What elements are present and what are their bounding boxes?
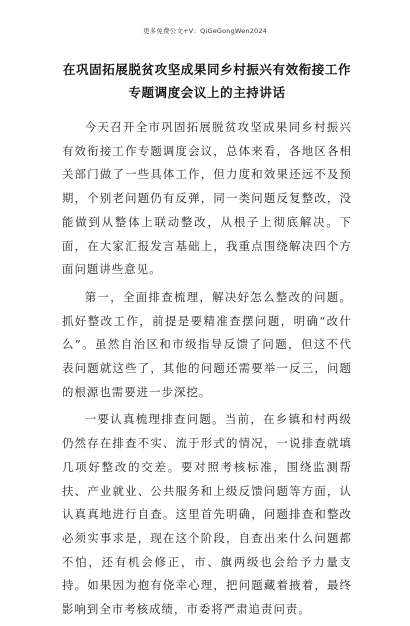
header-note: 更多免费公文+V：QiGeGongWen2024	[142, 27, 268, 35]
document-title: 在巩固拓展脱贫攻坚成果同乡村振兴有效衔接工作专题调度会议上的主持讲话	[62, 62, 352, 100]
paragraph-2: 第一，全面排查梳理，解决好怎么整改的问题。抓好整改工作，前提是要精准查摆问题，明确“改什么”。虽然自治区和市级指导反馈了问题，但这不代表问题就这些了，其他的问题还需要举一反三，问题的根源也需要进一步深挖。	[62, 289, 352, 399]
paragraph-1: 今天召开全市巩固拓展脱贫攻坚成果同乡村振兴有效衔接工作专题调度会议，总体来看，各地区各相关部门做了一些具体工作，但力度和效果还远不及预期，个别老问题仍有反弹，同一类问题反复整改，没能做到从整体上联动整改，从根子上彻底解决。下面，在大家汇报发言基础上，我重点围绕解决四个方面问题讲些意见。	[62, 120, 352, 277]
document-body	[62, 116, 352, 626]
paragraph-3: 一要认真梳理排查问题。当前，在乡镇和村两级仍然存在排查不实、流于形式的情况，一说排查就填几项好整改的交差。要对照考核标准，围绕监测帮扶、产业就业、公共服务和上级反馈问题等方面，认认真真地进行自查。这里首先明确，问题排查和整改必须实事求是，现在这个阶段，自查出来什么问题都不怕，还有机会修正，市、旗两级也会给予力量支持。如果因为抱有侥幸心理，把问题藏着掖着，最终影响到全市考核成绩，市委将严肃追责问责。	[62, 412, 352, 617]
